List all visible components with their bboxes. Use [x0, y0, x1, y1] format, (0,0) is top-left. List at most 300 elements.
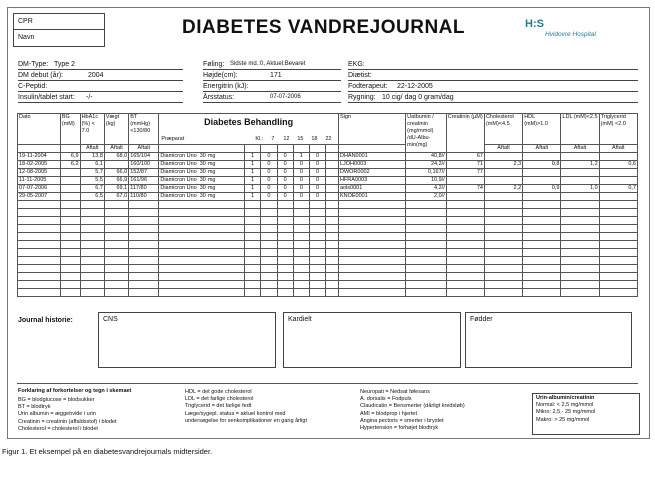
cell-empty	[104, 273, 128, 281]
table-row	[18, 241, 638, 249]
cell-ualb: 2,0//	[406, 193, 447, 201]
logo-icon: H:S	[525, 18, 544, 30]
cell-empty	[326, 249, 339, 257]
cell-empty	[245, 209, 261, 217]
cell-empty	[293, 209, 309, 217]
cell-d7: 1	[245, 193, 261, 201]
cell-hdl	[523, 153, 561, 161]
cell-vaegt: 66,9	[104, 177, 128, 185]
cell-d18: 0	[293, 185, 309, 193]
cell-trig: 0,6	[599, 161, 637, 169]
urin-title: Urin-albumin/creatinin	[536, 395, 595, 401]
cell-empty	[245, 225, 261, 233]
cell-empty	[309, 225, 325, 233]
col-hdl: HDL (mM)>1.0	[523, 114, 561, 145]
cell-vaegt	[104, 161, 128, 169]
cell-empty	[293, 289, 309, 297]
cell-trig	[599, 153, 637, 161]
cell-empty	[129, 265, 159, 273]
cns-box[interactable]	[98, 312, 276, 368]
cell-drug: Diamicron Uno 30 mg	[159, 177, 245, 185]
cell-empty	[293, 281, 309, 289]
cell-empty	[18, 265, 61, 273]
cell-d7: 1	[245, 169, 261, 177]
cell-empty	[159, 217, 245, 225]
cell-d15: 0	[277, 185, 293, 193]
cell-empty	[80, 257, 104, 265]
cell-empty	[309, 217, 325, 225]
cell-d12: 0	[261, 177, 277, 185]
cell-creat	[446, 193, 484, 201]
cell-d7: 1	[245, 161, 261, 169]
cell-bg	[60, 177, 80, 185]
cell-empty	[261, 289, 277, 297]
cell-empty	[484, 241, 522, 249]
cell-empty	[80, 209, 104, 217]
cell-empty	[599, 273, 637, 281]
cell-hba: 13,8	[80, 153, 104, 161]
cell-d22: 0	[309, 193, 325, 201]
col-praeparat: Præparat	[161, 136, 185, 142]
cell-empty	[523, 289, 561, 297]
energi-label: Energitrin (kJ):	[203, 83, 249, 90]
cell-empty	[446, 217, 484, 225]
cell-empty	[523, 217, 561, 225]
cell-empty	[261, 233, 277, 241]
cell-empty	[406, 241, 447, 249]
cell-empty	[309, 209, 325, 217]
cell-empty	[293, 201, 309, 209]
cell-empty	[159, 233, 245, 241]
cell-chol	[484, 193, 522, 201]
cell-d12: 0	[261, 193, 277, 201]
cell-empty	[338, 225, 405, 233]
cell-empty	[159, 225, 245, 233]
cell-d18: 0	[293, 161, 309, 169]
bt-aftalt: Aftalt	[129, 145, 159, 153]
fodterapeut-value: 22-12-2005	[397, 83, 433, 90]
cell-empty	[104, 257, 128, 265]
cell-d15: 0	[277, 193, 293, 201]
cell-empty	[80, 233, 104, 241]
cell-empty	[293, 217, 309, 225]
cell-empty	[60, 201, 80, 209]
cell-empty	[406, 273, 447, 281]
cell-empty	[484, 209, 522, 217]
cell-ldl	[561, 169, 599, 177]
cell-bg: 6,2	[60, 161, 80, 169]
table-row	[18, 281, 638, 289]
legend-title: Forklaring af forkortelser og tegn i skemaet	[18, 388, 132, 394]
table-row	[18, 177, 638, 185]
cell-chol	[484, 177, 522, 185]
kl-7: 7	[271, 136, 275, 142]
col-trig: Triglycerid (mM) <2.0	[599, 114, 637, 145]
cell-ldl	[561, 177, 599, 185]
ekg-label: EKG:	[348, 61, 365, 68]
cell-empty	[129, 209, 159, 217]
aarsstatus-label: Årsstatus:	[203, 94, 235, 101]
cell-d15: 0	[277, 161, 293, 169]
behandling-title: Diabetes Behandling	[204, 117, 294, 127]
cell-d12: 0	[261, 161, 277, 169]
cell-empty	[326, 217, 339, 225]
cell-empty	[277, 249, 293, 257]
cell-bg	[60, 193, 80, 201]
cell-date: 29-05-2007	[18, 193, 61, 201]
cell-empty	[326, 209, 339, 217]
cell-empty	[406, 209, 447, 217]
cell-empty	[561, 257, 599, 265]
cell-trig	[599, 169, 637, 177]
cell-empty	[561, 249, 599, 257]
dm-type-value: Type 2	[54, 61, 76, 68]
cell-empty	[245, 281, 261, 289]
cell-empty	[523, 233, 561, 241]
cell-empty	[446, 225, 484, 233]
cell-empty	[60, 233, 80, 241]
table-row	[18, 225, 638, 233]
cell-empty	[523, 265, 561, 273]
cell-empty	[446, 233, 484, 241]
col-bt: BT (mmHg) <130/80	[129, 114, 159, 145]
cell-empty	[245, 257, 261, 265]
cell-empty	[18, 225, 61, 233]
col-behandling	[159, 114, 339, 145]
cell-empty	[159, 257, 245, 265]
cell-vaegt: 66,0	[104, 169, 128, 177]
cell-empty	[18, 209, 61, 217]
cell-empty	[326, 169, 339, 177]
cell-bt: 160/100	[129, 161, 159, 169]
kardielt-box[interactable]	[283, 312, 461, 368]
cell-empty	[523, 209, 561, 217]
cell-empty	[338, 241, 405, 249]
ldl-aftalt: Aftalt	[561, 145, 599, 153]
insulin-value: -/-	[86, 94, 93, 101]
cell-d7: 1	[245, 185, 261, 193]
cell-d22: 0	[309, 177, 325, 185]
cell-empty	[104, 217, 128, 225]
cell-empty	[60, 273, 80, 281]
cell-d12: 0	[261, 185, 277, 193]
cell-empty	[406, 289, 447, 297]
cell-empty	[599, 225, 637, 233]
cell-ldl: 1,0	[561, 185, 599, 193]
navn-label: Navn	[18, 34, 35, 41]
cell-empty	[293, 257, 309, 265]
cell-empty	[523, 257, 561, 265]
cell-empty	[80, 217, 104, 225]
cell-chol	[484, 153, 522, 161]
cell-empty	[293, 273, 309, 281]
cell-empty	[309, 257, 325, 265]
cell-empty	[129, 289, 159, 297]
cell-d18: 0	[293, 169, 309, 177]
kl-15: 15	[297, 136, 304, 142]
cell-empty	[599, 241, 637, 249]
cell-empty	[484, 257, 522, 265]
cell-empty	[484, 233, 522, 241]
cell-d15: 0	[277, 153, 293, 161]
cell-empty	[60, 241, 80, 249]
cell-empty	[309, 249, 325, 257]
cell-d12: 0	[261, 169, 277, 177]
cell-date: 12-08-2005	[18, 169, 61, 177]
cell-empty	[326, 257, 339, 265]
cell-empty	[80, 289, 104, 297]
rygning-value: 10 cig/ dag 0 gram/dag	[382, 94, 454, 101]
cell-empty	[129, 217, 159, 225]
cell-creat: 71	[446, 161, 484, 169]
cell-empty	[104, 233, 128, 241]
cell-empty	[446, 281, 484, 289]
cpr-label: CPR	[18, 18, 33, 25]
cell-empty	[561, 265, 599, 273]
legend-col3: Neuropati = Nedsat følesans A. dorsalis = Fodpuls Claudicatio = Bensmerter (dårligt kredsløb) AMI = blodprop i hjertet Angina pectoris = smerter i brystet Hypertension = forhøjet blodtryk	[360, 389, 465, 432]
hospital-name: Hvidovre Hospital	[545, 31, 596, 38]
table-row	[18, 265, 638, 273]
cell-empty	[129, 257, 159, 265]
cell-empty	[129, 233, 159, 241]
kl-12: 12	[283, 136, 290, 142]
insulin-label: Insulin/tablet start:	[18, 94, 75, 101]
cell-empty	[277, 201, 293, 209]
cell-empty	[561, 217, 599, 225]
cell-empty	[309, 281, 325, 289]
kl-22: 22	[325, 136, 332, 142]
cell-empty	[446, 209, 484, 217]
cell-d18: 1	[293, 153, 309, 161]
cell-bg	[60, 169, 80, 177]
cell-empty	[18, 233, 61, 241]
cell-empty	[446, 289, 484, 297]
cell-hba: 6,7	[80, 185, 104, 193]
cell-trig	[599, 177, 637, 185]
cell-drug: Diamicron Uno 30 mg	[159, 153, 245, 161]
cell-empty	[523, 241, 561, 249]
cell-chol: 2,3	[484, 161, 522, 169]
cell-empty	[338, 209, 405, 217]
cell-hdl: 0,8	[523, 161, 561, 169]
cell-empty	[561, 281, 599, 289]
cns-label: CNS	[103, 316, 118, 323]
table-row	[18, 201, 638, 209]
cell-bt: 110/80	[129, 193, 159, 201]
cell-empty	[446, 257, 484, 265]
cell-empty	[261, 273, 277, 281]
cell-empty	[104, 209, 128, 217]
cell-empty	[484, 201, 522, 209]
cell-creat: 74	[446, 185, 484, 193]
cell-empty	[326, 161, 339, 169]
aarsstatus-value: 07-07-2006	[270, 94, 301, 100]
cell-empty	[18, 241, 61, 249]
cell-empty	[326, 289, 339, 297]
cell-empty	[80, 241, 104, 249]
cell-empty	[104, 289, 128, 297]
cell-bt: 117/80	[129, 185, 159, 193]
cell-empty	[18, 273, 61, 281]
cell-empty	[245, 273, 261, 281]
cell-empty	[245, 265, 261, 273]
cell-d7: 1	[245, 153, 261, 161]
cell-empty	[326, 241, 339, 249]
cell-d22: 0	[309, 153, 325, 161]
cell-empty	[446, 265, 484, 273]
cell-date: 18-02-2005	[18, 161, 61, 169]
cell-empty	[484, 249, 522, 257]
cell-empty	[80, 225, 104, 233]
cell-empty	[80, 265, 104, 273]
vaegt-aftalt: Aftalt	[104, 145, 128, 153]
hdl-aftalt: Aftalt	[523, 145, 561, 153]
cell-date: 11-11-2005	[18, 177, 61, 185]
col-ldl: LDL (mM)<2.5	[561, 114, 599, 145]
cell-d15: 0	[277, 177, 293, 185]
cpr-navn-box	[13, 13, 105, 47]
cell-empty	[80, 281, 104, 289]
cell-empty	[446, 241, 484, 249]
cell-empty	[129, 281, 159, 289]
cell-empty	[18, 281, 61, 289]
cell-empty	[129, 249, 159, 257]
cell-empty	[484, 265, 522, 273]
cell-d22: 0	[309, 185, 325, 193]
dm-debut-label: DM debut (år):	[18, 72, 64, 79]
cell-empty	[60, 257, 80, 265]
table-row	[18, 209, 638, 217]
col-bg: BG (mM)	[60, 114, 80, 145]
cell-empty	[60, 217, 80, 225]
figure-caption: Figur 1. Et eksempel på en diabetesvandrejournals midtersider.	[2, 447, 213, 456]
foedder-box[interactable]	[465, 312, 632, 368]
cell-empty	[159, 289, 245, 297]
table-row	[18, 161, 638, 169]
cell-empty	[406, 257, 447, 265]
cell-empty	[599, 257, 637, 265]
cell-empty	[245, 201, 261, 209]
chol-aftalt: Aftalt	[484, 145, 522, 153]
cell-sign: HFRA0003	[338, 177, 405, 185]
cell-empty	[261, 265, 277, 273]
kardielt-label: Kardielt	[288, 316, 312, 323]
cell-hdl	[523, 177, 561, 185]
rygning-label: Rygning:	[348, 94, 376, 101]
hoejde-value: 171	[270, 72, 282, 79]
cell-drug: Diamicron Uno 30 mg	[159, 169, 245, 177]
cell-empty	[277, 273, 293, 281]
foeling-value: Sidste md.:0, Aktuel:Bevaret	[230, 61, 306, 67]
cell-date: 19-11-2004	[18, 153, 61, 161]
col-dato: Dato	[18, 114, 61, 145]
cell-ualb: 24,2//	[406, 161, 447, 169]
col-ualb: Uatbumin / creatinin (mg/mmol) /dU-Albu- min(mg)	[406, 114, 447, 153]
cell-empty	[326, 153, 339, 161]
table-row	[18, 169, 638, 177]
cell-d7: 1	[245, 177, 261, 185]
cell-hba: 6,1	[80, 161, 104, 169]
cell-bg	[60, 185, 80, 193]
cell-empty	[80, 273, 104, 281]
cell-empty	[326, 273, 339, 281]
cell-sign: DHAN0001	[338, 153, 405, 161]
cell-empty	[129, 241, 159, 249]
cell-bt: 165/104	[129, 153, 159, 161]
cell-empty	[326, 177, 339, 185]
table-row	[18, 153, 638, 161]
cell-bt: 152/87	[129, 169, 159, 177]
cell-empty	[326, 265, 339, 273]
cell-hba: 5,7	[80, 169, 104, 177]
journal-table	[17, 113, 638, 297]
cell-empty	[60, 209, 80, 217]
cell-empty	[261, 217, 277, 225]
cell-empty	[326, 201, 339, 209]
cell-empty	[261, 241, 277, 249]
cell-creat: 77	[446, 169, 484, 177]
col-vaegt: Vægt (kg)	[104, 114, 128, 145]
cell-empty	[406, 249, 447, 257]
table-row	[18, 289, 638, 297]
cell-empty	[338, 257, 405, 265]
table-row	[18, 193, 638, 201]
cell-empty	[277, 233, 293, 241]
cell-sign: LJOH0003	[338, 161, 405, 169]
table-row	[18, 185, 638, 193]
cell-empty	[599, 201, 637, 209]
cell-empty	[245, 233, 261, 241]
cell-empty	[261, 225, 277, 233]
cell-hba: 5,5	[80, 177, 104, 185]
cell-empty	[80, 249, 104, 257]
cell-empty	[277, 217, 293, 225]
cell-empty	[309, 265, 325, 273]
col-kl: Kl.:	[255, 136, 264, 142]
cell-empty	[599, 289, 637, 297]
col-hba: HbA1c (%) < 7.0	[80, 114, 104, 145]
cell-empty	[561, 233, 599, 241]
cell-empty	[129, 225, 159, 233]
cell-ualb: 4,2//	[406, 185, 447, 193]
cell-empty	[338, 281, 405, 289]
cell-empty	[484, 289, 522, 297]
cell-d22: 0	[309, 161, 325, 169]
cell-empty	[523, 201, 561, 209]
cell-empty	[159, 201, 245, 209]
cell-empty	[277, 281, 293, 289]
cell-empty	[523, 225, 561, 233]
cell-empty	[446, 273, 484, 281]
cell-ualb: 0,167//	[406, 169, 447, 177]
cell-empty	[446, 201, 484, 209]
col-chol: Cholesterol (mM)<4.5	[484, 114, 522, 145]
cpeptid-label: C-Peptid:	[18, 83, 48, 90]
cell-empty	[599, 233, 637, 241]
cell-empty	[104, 265, 128, 273]
cell-empty	[309, 241, 325, 249]
cell-empty	[309, 273, 325, 281]
cell-hdl: 0,9	[523, 185, 561, 193]
diaetist-label: Diætist:	[348, 72, 372, 79]
cell-empty	[484, 281, 522, 289]
cell-empty	[277, 241, 293, 249]
cell-empty	[406, 225, 447, 233]
cell-empty	[159, 281, 245, 289]
cell-empty	[326, 193, 339, 201]
cell-empty	[338, 233, 405, 241]
cell-empty	[129, 273, 159, 281]
